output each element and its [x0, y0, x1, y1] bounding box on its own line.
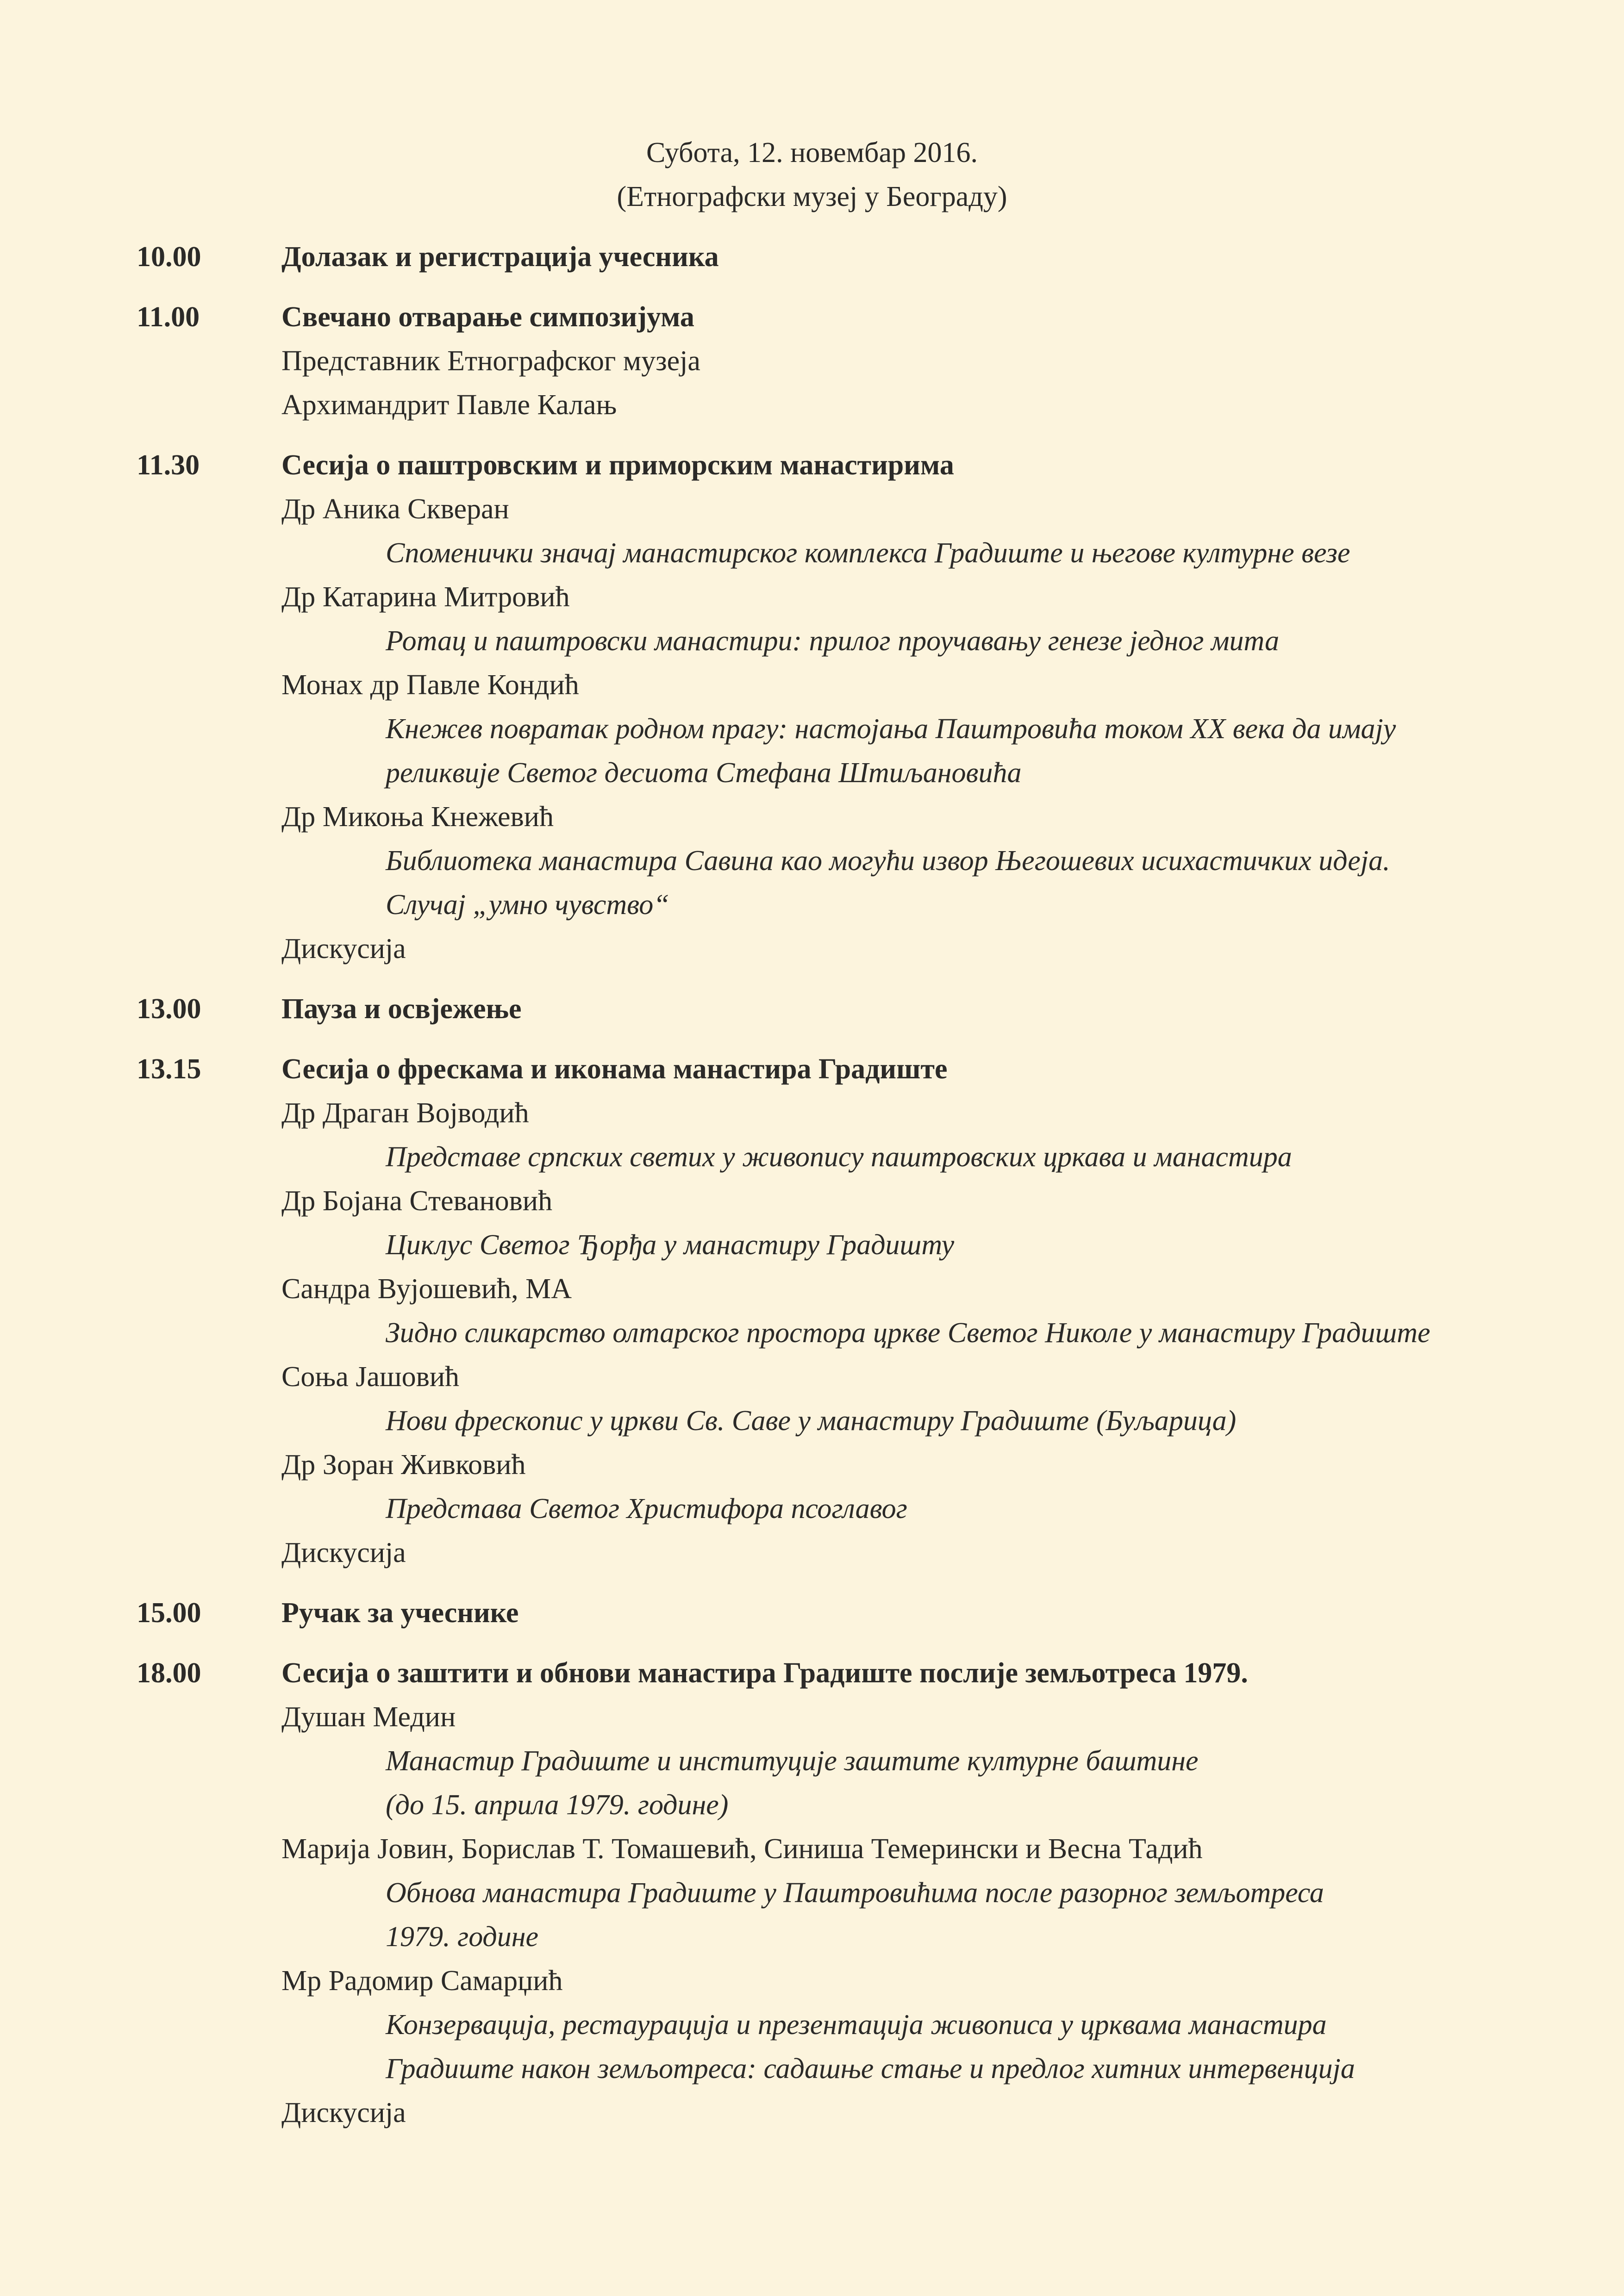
talk-title: Манастир Градиште и институције заштите културне баштине: [386, 1745, 1199, 1777]
session-time: 11.00: [137, 301, 200, 333]
speaker-name: Сандра Вујошевић, МА: [281, 1273, 572, 1305]
speaker-name: Др Зоран Живковић: [281, 1449, 526, 1481]
talk-title: Представе српских светих у живопису паштровских цркава и манастира: [386, 1141, 1292, 1173]
talk-title: Случај „умно чувство“: [386, 889, 669, 921]
talk-title: Библиотека манастира Савина као могући извор Његошевих исихастичких идеја.: [386, 845, 1390, 877]
session-time: 18.00: [137, 1657, 201, 1689]
talk-title: (до 15. априла 1979. године): [386, 1789, 729, 1821]
speaker-name: Марија Јовин, Борислав Т. Томашевић, Синиша Темерински и Весна Тадић: [281, 1833, 1203, 1865]
session-title: Пауза и освјежење: [281, 993, 522, 1025]
opening-speaker: Архимандрит Павле Калањ: [281, 389, 617, 421]
speaker-name: Др Аника Скверан: [281, 493, 509, 525]
talk-title: Обнова манастира Градиште у Паштровићима после разорног земљотреса: [386, 1877, 1324, 1909]
session-time: 10.00: [137, 241, 201, 273]
speaker-name: Др Бојана Стевановић: [281, 1185, 553, 1217]
talk-title: Циклус Светог Ђорђа у манастиру Градишту: [386, 1229, 955, 1261]
speaker-name: Мр Радомир Самарџић: [281, 1965, 563, 1997]
session-time: 15.00: [137, 1597, 201, 1629]
talk-title: Представа Светог Христифора псоглавог: [386, 1493, 907, 1524]
talk-title: Ротац и паштровски манастири: прилог проучавању генезе једног мита: [386, 625, 1280, 657]
session-time: 11.30: [137, 449, 200, 481]
session-title: Долазак и регистрација учесника: [281, 241, 719, 273]
speaker-name: Соња Јашовић: [281, 1361, 460, 1393]
talk-title: реликвије Светог десиота Стефана Штиљановића: [386, 757, 1022, 789]
discussion-label: Дискусија: [281, 2097, 406, 2128]
speaker-name: Монах др Павле Кондић: [281, 669, 579, 701]
session-title: Сесија о заштити и обнови манастира Градиште послије земљотреса 1979.: [281, 1657, 1248, 1689]
talk-title: Конзервација, рестаурација и презентација живописа у црквама манастира: [386, 2009, 1327, 2041]
talk-title: Споменички значај манастирског комплекса Градиште и његове културне везе: [386, 537, 1350, 569]
programme-date: Субота, 12. новембар 2016.: [646, 137, 978, 168]
discussion-label: Дискусија: [281, 1537, 406, 1568]
opening-speaker: Представник Етнографског музеја: [281, 345, 700, 377]
session-title: Свечано отварање симпозијума: [281, 301, 694, 333]
session-title: Ручак за учеснике: [281, 1597, 519, 1629]
session-time: 13.00: [137, 993, 201, 1025]
speaker-name: Др Драган Војводић: [281, 1097, 529, 1129]
talk-title: Нови фрескопис у цркви Св. Саве у манастиру Градиште (Буљарица): [386, 1405, 1237, 1437]
programme-venue: (Етнографски музеј у Београду): [617, 181, 1007, 212]
talk-title: Зидно сликарство олтарског простора цркве Светог Николе у манастиру Градиште: [386, 1317, 1430, 1349]
speaker-name: Др Микоња Кнежевић: [281, 801, 554, 833]
discussion-label: Дискусија: [281, 933, 406, 964]
session-time: 13.15: [137, 1053, 201, 1085]
session-title: Сесија о паштровским и приморским манастирима: [281, 449, 954, 481]
speaker-name: Др Катарина Митровић: [281, 581, 570, 613]
talk-title: Кнежев повратак родном прагу: настојања Паштровића током XX века да имају: [386, 713, 1396, 745]
talk-title: 1979. године: [386, 1921, 539, 1953]
session-title: Сесија о фрескама и иконама манастира Градиште: [281, 1053, 948, 1085]
talk-title: Градиште након земљотреса: садашње стање и предлог хитних интервенција: [386, 2053, 1355, 2084]
speaker-name: Душан Медин: [281, 1701, 456, 1733]
